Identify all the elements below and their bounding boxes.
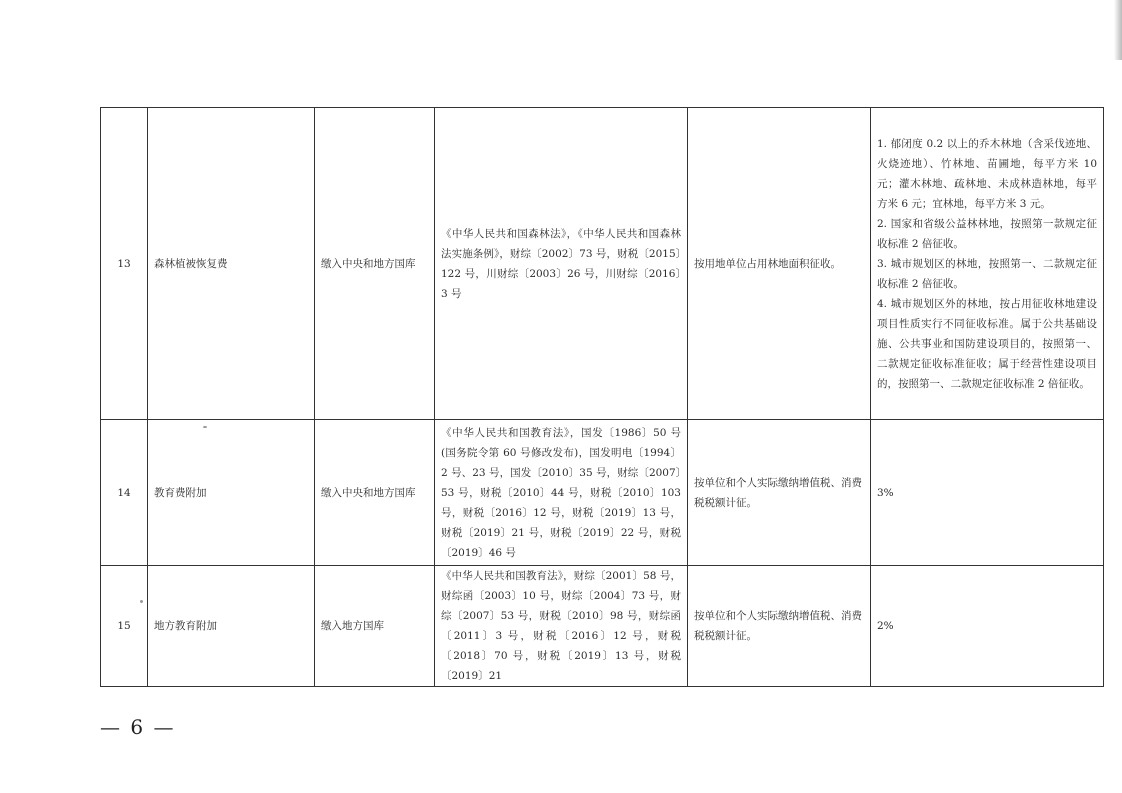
row-number: 15 [101, 566, 148, 687]
scan-edge-shadow [1114, 0, 1122, 60]
scan-speck [203, 426, 207, 428]
legal-basis: 《中华人民共和国教育法》，财综〔2001〕58 号，财综函〔2003〕10 号，财综〔2004〕73 号，财综〔2007〕53 号，财税〔2010〕98 号，财综函〔2011〕3 号，财税〔2016〕12 号，财税〔2018〕70 号，财税〔2019〕13 号，财税〔2019〕21 [435, 566, 688, 687]
standard-item: 1. 郁闭度 0.2 以上的乔木林地（含采伐迹地、火烧迹地）、竹林地、苗圃地，每平方米 10 元；灌木林地、疏林地、未成林造林地，每平方米 6 元；宜林地，每平方米 3 元。 [877, 137, 1097, 210]
fee-destination: 缴入中央和地方国库 [315, 420, 435, 566]
collection-object: 按单位和个人实际缴纳增值税、消费税税额计征。 [688, 420, 871, 566]
table-row [101, 566, 1104, 687]
collection-object: 按用地单位占用林地面积征收。 [688, 108, 871, 420]
scan-speck [140, 600, 143, 603]
fee-name: 地方教育附加 [148, 566, 315, 687]
row-number: 13 [101, 108, 148, 420]
page-number: — 6 — [100, 715, 176, 739]
collection-standard [871, 108, 1104, 420]
legal-basis: 《中华人民共和国教育法》，国发〔1986〕50 号(国务院令第 60 号修改发布)，国发明电〔1994〕2 号、23 号，国发〔2010〕35 号，财综〔2007〕53 号，财税〔2010〕44 号，财税〔2010〕103 号，财税〔2016〕12 号，财税〔2019〕13 号，财税〔2019〕21 号，财税〔2019〕22 号，财税〔2019〕46 号 [435, 420, 688, 566]
fee-name: 森林植被恢复费 [148, 108, 315, 420]
standard-item: 3% [877, 486, 894, 499]
standard-item: 3. 城市规划区的林地，按照第一、二款规定征收标准 2 倍征收。 [877, 257, 1097, 290]
collection-standard [871, 566, 1104, 687]
fee-name: 教育费附加 [148, 420, 315, 566]
table-row [101, 108, 1104, 420]
table-row [101, 420, 1104, 566]
standard-item: 2. 国家和省级公益林林地，按照第一款规定征收标准 2 倍征收。 [877, 217, 1097, 250]
legal-basis: 《中华人民共和国森林法》，《中华人民共和国森林法实施条例》，财综〔2002〕73 号，财税〔2015〕122 号，川财综〔2003〕26 号，川财综〔2016〕3 号 [435, 108, 688, 420]
fee-destination: 缴入地方国库 [315, 566, 435, 687]
standard-item: 2% [877, 620, 894, 632]
row-number: 14 [101, 420, 148, 566]
fee-destination: 缴入中央和地方国库 [315, 108, 435, 420]
fee-table [100, 107, 1104, 687]
standard-item: 4. 城市规划区外的林地，按占用征收林地建设项目性质实行不同征收标准。属于公共基础设施、公共事业和国防建设项目的，按照第一、二款规定征收标准征收；属于经营性建设项目的，按照第一、二款规定征收标准 2 倍征收。 [877, 297, 1097, 390]
collection-standard [871, 420, 1104, 566]
collection-object: 按单位和个人实际缴纳增值税、消费税税额计征。 [688, 566, 871, 687]
